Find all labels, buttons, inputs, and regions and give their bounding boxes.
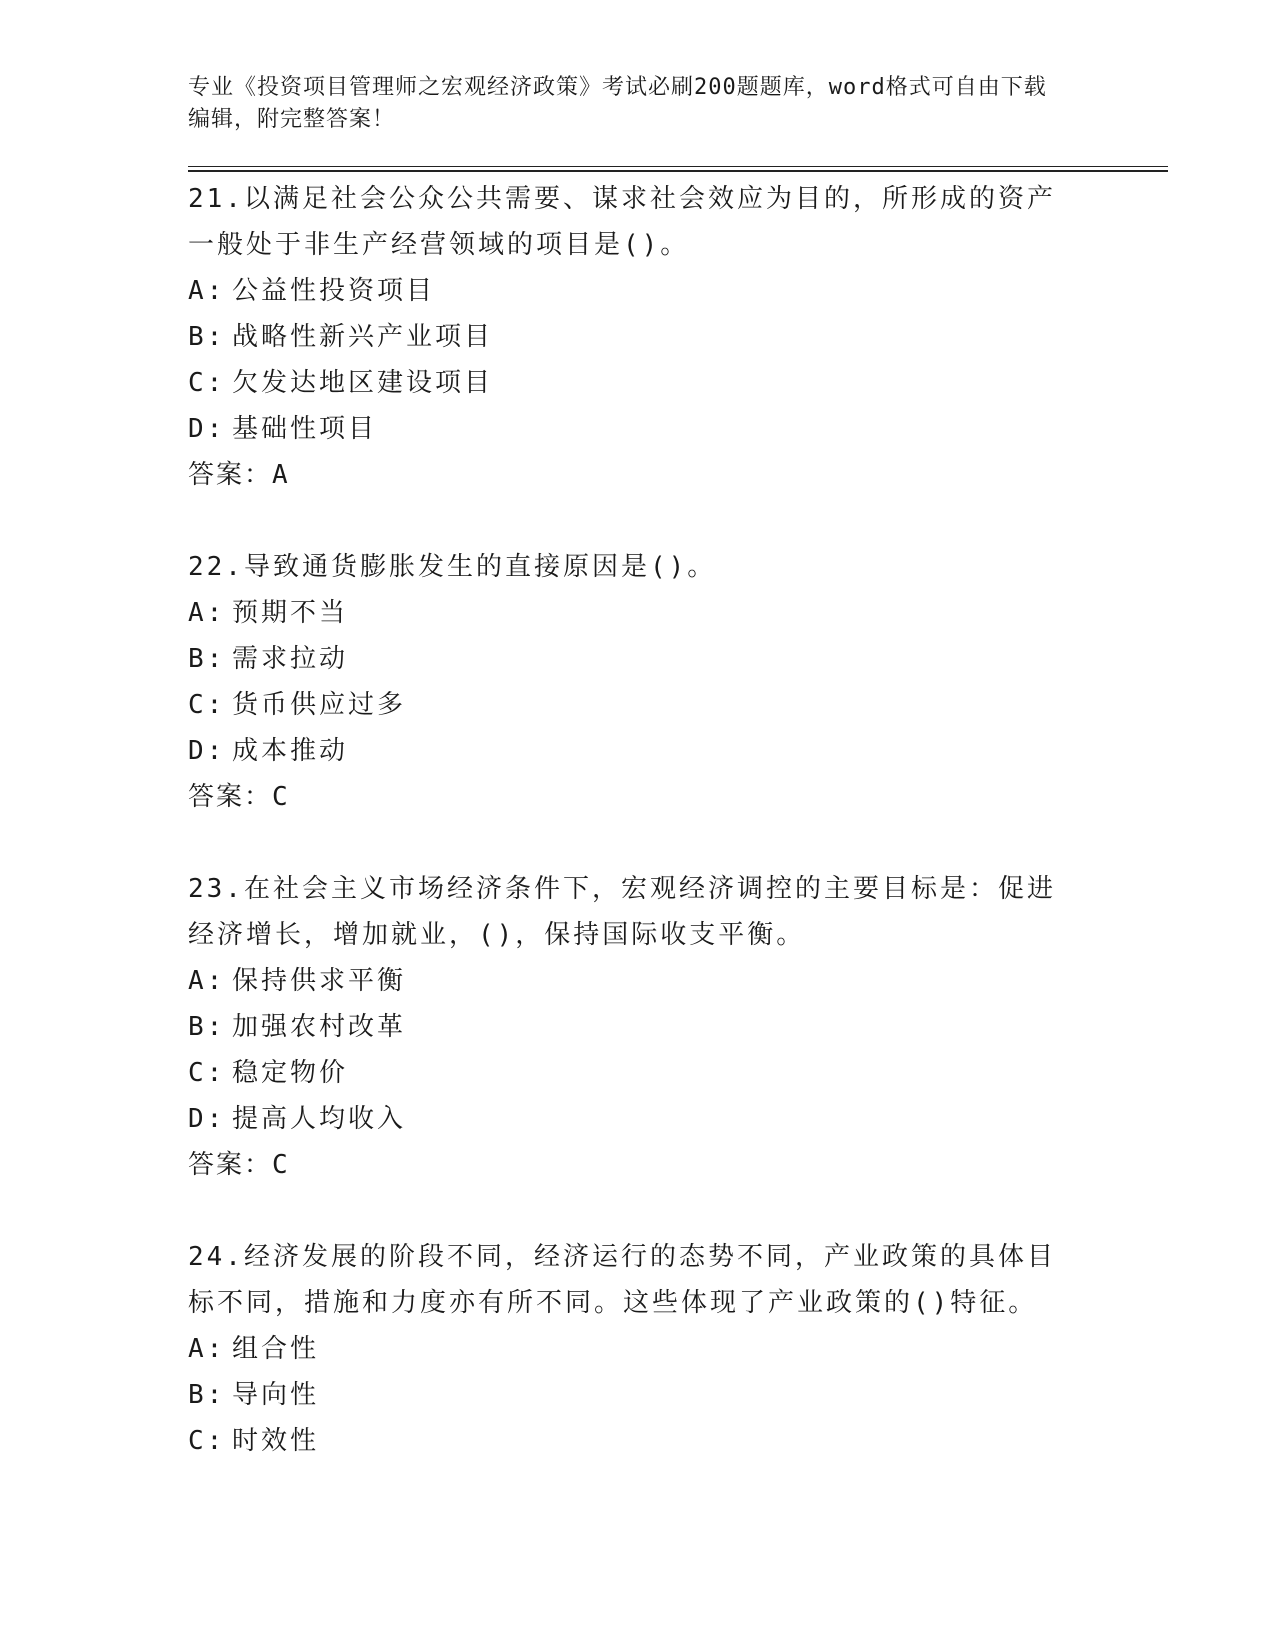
answer-value: C: [272, 1150, 290, 1180]
option-letter: D:: [188, 736, 226, 766]
question-number: 22.: [188, 552, 244, 582]
option-letter: B:: [188, 322, 226, 352]
answer-line: [188, 774, 1168, 820]
option-item: [188, 682, 1168, 728]
option-item: [188, 406, 1168, 452]
option-text: 时效性: [232, 1426, 320, 1456]
question-number: 24.: [188, 1242, 244, 1272]
option-text: 预期不当: [232, 598, 349, 628]
option-letter: C:: [188, 1058, 226, 1088]
question-item: [188, 1234, 1168, 1464]
answer-label: 答案：: [188, 460, 273, 490]
option-letter: C:: [188, 690, 226, 720]
option-item: [188, 268, 1168, 314]
option-item: [188, 636, 1168, 682]
option-letter: B:: [188, 644, 226, 674]
option-item: [188, 1004, 1168, 1050]
option-letter: B:: [188, 1380, 226, 1410]
question-text: [188, 544, 1068, 590]
question-spacer: [188, 1188, 1168, 1234]
option-text: 战略性新兴产业项目: [232, 322, 494, 352]
option-letter: D:: [188, 414, 226, 444]
question-item: [188, 866, 1168, 1234]
question-text: [188, 176, 1068, 268]
option-item: [188, 958, 1168, 1004]
option-item: [188, 314, 1168, 360]
question-item: [188, 544, 1168, 866]
divider-thick-line: [188, 170, 1168, 172]
question-spacer: [188, 498, 1168, 544]
answer-value: C: [272, 782, 290, 812]
option-text: 稳定物价: [232, 1058, 349, 1088]
option-item: [188, 1418, 1168, 1464]
header-divider: [188, 166, 1168, 172]
answer-label: 答案：: [188, 1150, 273, 1180]
question-body: 以满足社会公众公共需要、谋求社会效应为目的，所形成的资产一般处于非生产经营领域的项目是()。: [188, 184, 1056, 260]
option-text: 成本推动: [232, 736, 349, 766]
option-item: [188, 1326, 1168, 1372]
question-number: 23.: [188, 874, 244, 904]
option-text: 需求拉动: [232, 644, 349, 674]
option-letter: A:: [188, 1334, 226, 1364]
answer-value: A: [272, 460, 290, 490]
option-text: 基础性项目: [232, 414, 378, 444]
option-item: [188, 1050, 1168, 1096]
question-body: 导致通货膨胀发生的直接原因是()。: [243, 552, 717, 582]
question-number: 21.: [188, 184, 244, 214]
question-item: [188, 176, 1168, 544]
option-item: [188, 360, 1168, 406]
option-text: 货币供应过多: [232, 690, 407, 720]
option-item: [188, 1372, 1168, 1418]
option-text: 保持供求平衡: [232, 966, 407, 996]
answer-line: [188, 452, 1168, 498]
divider-thin-line: [188, 166, 1168, 167]
question-text: [188, 1234, 1068, 1326]
question-list: [188, 176, 1168, 1464]
option-letter: C:: [188, 368, 226, 398]
option-text: 组合性: [232, 1334, 320, 1364]
option-text: 加强农村改革: [232, 1012, 407, 1042]
question-body: 经济发展的阶段不同，经济运行的态势不同，产业政策的具体目标不同，措施和力度亦有所不同。这些体现了产业政策的()特征。: [188, 1242, 1056, 1318]
option-letter: A:: [188, 276, 226, 306]
question-text: [188, 866, 1068, 958]
answer-line: [188, 1142, 1168, 1188]
option-letter: B:: [188, 1012, 226, 1042]
question-body: 在社会主义市场经济条件下，宏观经济调控的主要目标是：促进经济增长，增加就业，()，保持国际收支平衡。: [188, 874, 1056, 950]
option-letter: C:: [188, 1426, 226, 1456]
option-item: [188, 728, 1168, 774]
option-text: 提高人均收入: [232, 1104, 407, 1134]
option-item: [188, 590, 1168, 636]
document-page: [188, 72, 1168, 1464]
option-text: 导向性: [232, 1380, 320, 1410]
option-item: [188, 1096, 1168, 1142]
answer-label: 答案：: [188, 782, 273, 812]
question-spacer: [188, 820, 1168, 866]
option-letter: A:: [188, 598, 226, 628]
option-letter: D:: [188, 1104, 226, 1134]
option-letter: A:: [188, 966, 226, 996]
option-text: 欠发达地区建设项目: [232, 368, 494, 398]
option-text: 公益性投资项目: [232, 276, 436, 306]
document-intro: 专业《投资项目管理师之宏观经济政策》考试必刷200题题库，word格式可自由下载编辑，附完整答案！: [188, 75, 1047, 132]
